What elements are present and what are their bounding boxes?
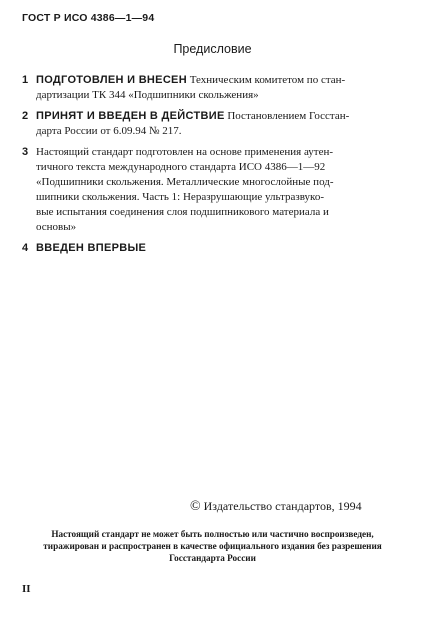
- item-line: дартизации ТК 344 «Подшипники скольжения»: [36, 89, 259, 101]
- document-code: ГОСТ Р ИСО 4386—1—94: [22, 12, 155, 24]
- preface-item-1: [22, 73, 400, 103]
- item-text: Постановлением Госстан-: [224, 110, 350, 122]
- item-line: вые испытания соединения слоя подшипникового материала и: [36, 206, 329, 218]
- item-number: 4: [22, 242, 29, 254]
- item-line: основы»: [36, 221, 77, 233]
- item-line: «Подшипники скольжения. Металлические многослойные под-: [36, 176, 334, 188]
- page-title: Предисловие: [173, 42, 252, 56]
- item-lead: ПОДГОТОВЛЕН И ВНЕСЕН: [36, 74, 187, 86]
- copyright-icon: ©: [190, 499, 201, 514]
- copyright-line: [190, 499, 362, 515]
- notice-line: Госстандарта России: [169, 553, 256, 563]
- item-line: дарта России от 6.09.94 № 217.: [36, 125, 182, 137]
- item-lead: ПРИНЯТ И ВВЕДЕН В ДЕЙСТВИЕ: [36, 110, 225, 122]
- item-line: [36, 109, 400, 124]
- item-number: 1: [22, 74, 29, 86]
- preface-item-2: [22, 109, 400, 139]
- item-line: тичного текста международного стандарта ИСО 4386—1—92: [36, 161, 326, 173]
- preface-item-4: [22, 241, 400, 256]
- item-number: 2: [22, 110, 29, 122]
- item-number: 3: [22, 146, 29, 158]
- item-text: Техническим комитетом по стан-: [186, 74, 346, 86]
- item-line: шипники скольжения. Часть 1: Неразрушающие ультразвуко-: [36, 191, 324, 203]
- preface-item-3: [22, 145, 400, 235]
- item-line: [36, 73, 400, 88]
- item-lead: ВВЕДЕН ВПЕРВЫЕ: [36, 242, 147, 254]
- reproduction-notice: [20, 528, 405, 564]
- item-line: Настоящий стандарт подготовлен на основе применения аутен-: [36, 146, 334, 158]
- notice-line: тиражирован и распространен в качестве официального издания без разрешения: [43, 541, 382, 551]
- notice-line: Настоящий стандарт не может быть полностью или частично воспроизведен,: [51, 529, 374, 539]
- page-number: II: [22, 583, 31, 595]
- copyright-text: Издательство стандартов, 1994: [203, 499, 362, 513]
